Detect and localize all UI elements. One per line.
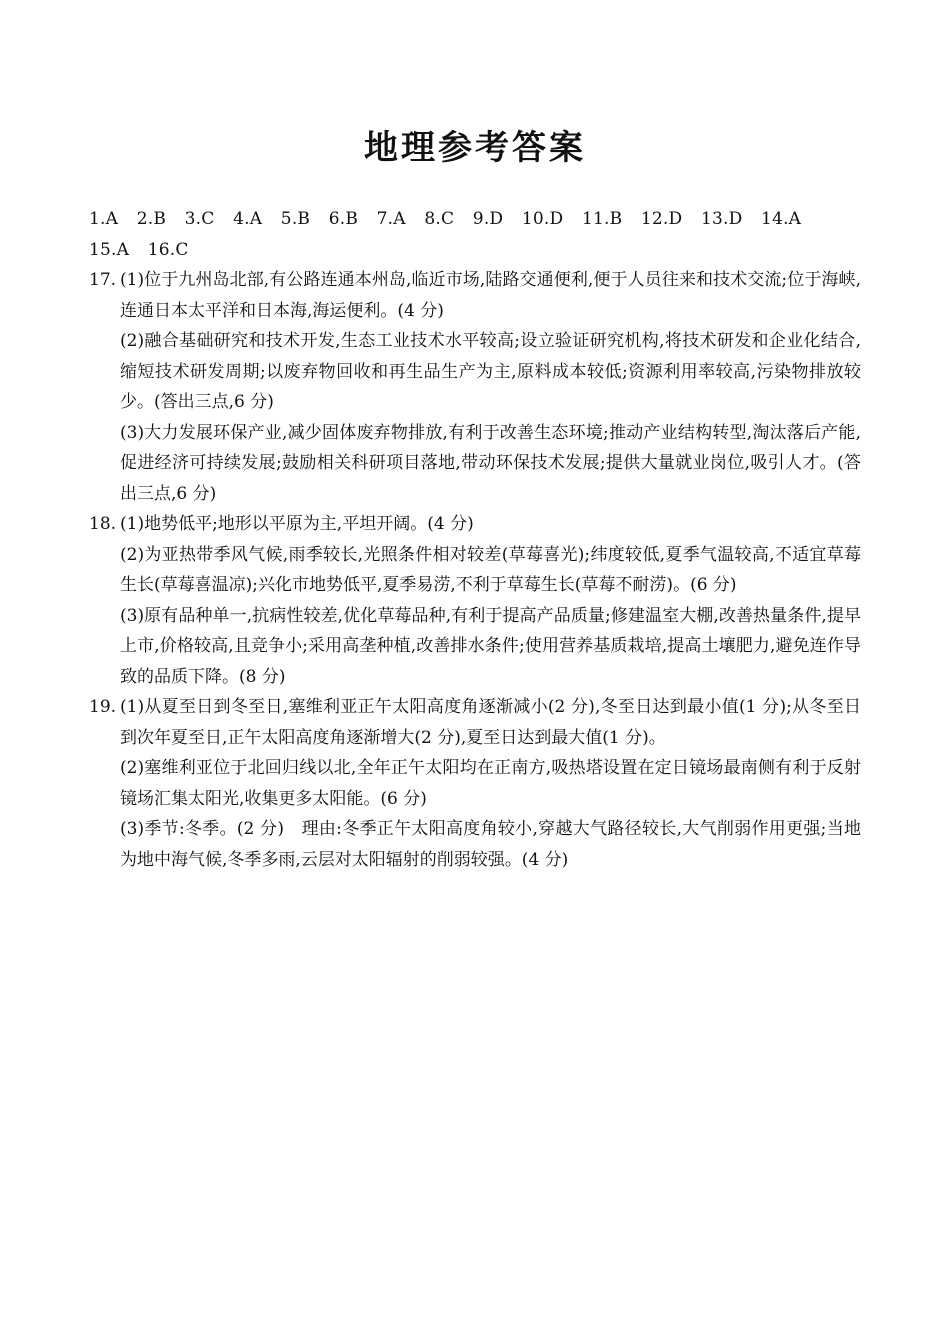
choice-answer: 14.A	[761, 209, 802, 229]
choice-answer: 6.B	[328, 209, 359, 229]
choice-answer: 8.C	[424, 209, 455, 229]
answer-content	[89, 204, 861, 875]
choice-answer: 11.B	[581, 209, 623, 229]
choice-answer: 2.B	[136, 209, 167, 229]
question-19	[89, 692, 861, 875]
choice-answer: 15.A	[89, 239, 130, 260]
choice-answer: 13.D	[700, 209, 743, 229]
choice-answer: 10.D	[521, 209, 564, 229]
question-19-part-1: (1)从夏至日到冬至日,塞维利亚正午太阳高度角逐渐减小(2 分),冬至日达到最小值(1 分);从冬至日到次年夏至日,正午太阳高度角逐渐增大(2 分),夏至日达到最大值(1 分)。	[120, 697, 861, 748]
choice-answer: 7.A	[376, 209, 406, 229]
choice-answers-line-1	[89, 204, 861, 235]
question-18-part-2: (2)为亚热带季风气候,雨季较长,光照条件相对较差(草莓喜光);纬度较低,夏季气温较高,不适宜草莓生长(草莓喜温凉);兴化市地势低平,夏季易涝,不利于草莓生长(草莓不耐涝)。(6 分)	[120, 544, 861, 595]
question-19-part-2: (2)塞维利亚位于北回归线以北,全年正午太阳均在正南方,吸热塔设置在定日镜场最南侧有利于反射镜场汇集太阳光,收集更多太阳能。(6 分)	[120, 758, 861, 809]
choice-answer: 9.D	[472, 209, 504, 229]
page-title: 地理参考答案	[364, 128, 586, 168]
question-17	[89, 265, 861, 509]
question-17-part-3: (3)大力发展环保产业,减少固体废弃物排放,有利于改善生态环境;推动产业结构转型,淘汰落后产能,促进经济可持续发展;鼓励相关科研项目落地,带动环保技术发展;提供大量就业岗位,吸引人才。(答出三点,6 分)	[120, 422, 861, 504]
question-18	[89, 509, 861, 692]
question-18-part-3: (3)原有品种单一,抗病性较差,优化草莓品种,有利于提高产品质量;修建温室大棚,改善热量条件,提早上市,价格较高,且竞争小;采用高垄种植,改善排水条件;使用营养基质栽培,提高土壤肥力,避免连作导致的品质下降。(8 分)	[120, 605, 861, 687]
question-17-part-2: (2)融合基础研究和技术开发,生态工业技术水平较高;设立验证研究机构,将技术研发和企业化结合,缩短技术研发周期;以废弃物回收和再生品生产为主,原料成本较低;资源利用率较高,污染物排放较少。(答出三点,6 分)	[120, 331, 861, 412]
question-number: 18.	[89, 514, 117, 534]
choice-answer: 1.A	[89, 209, 119, 229]
question-17-part-1: (1)位于九州岛北部,有公路连通本州岛,临近市场,陆路交通便利,便于人员往来和技术交流;位于海峡,连通日本太平洋和日本海,海运便利。(4 分)	[120, 270, 861, 321]
question-number: 17.	[89, 270, 117, 290]
choice-answer: 3.C	[184, 209, 215, 229]
question-18-part-1: (1)地势低平;地形以平原为主,平坦开阔。(4 分)	[120, 514, 474, 534]
choice-answer: 5.B	[280, 209, 311, 229]
choice-answer: 16.C	[147, 239, 189, 260]
question-number: 19.	[89, 697, 117, 717]
question-19-part-3: (3)季节:冬季。(2 分) 理由:冬季正午太阳高度角较小,穿越大气路径较长,大气削弱作用更强;当地为地中海气候,冬季多雨,云层对太阳辐射的削弱较强。(4 分)	[120, 819, 861, 870]
choice-answer: 4.A	[233, 209, 263, 229]
choice-answer: 12.D	[640, 209, 683, 229]
choice-answers-line-2	[89, 235, 861, 266]
